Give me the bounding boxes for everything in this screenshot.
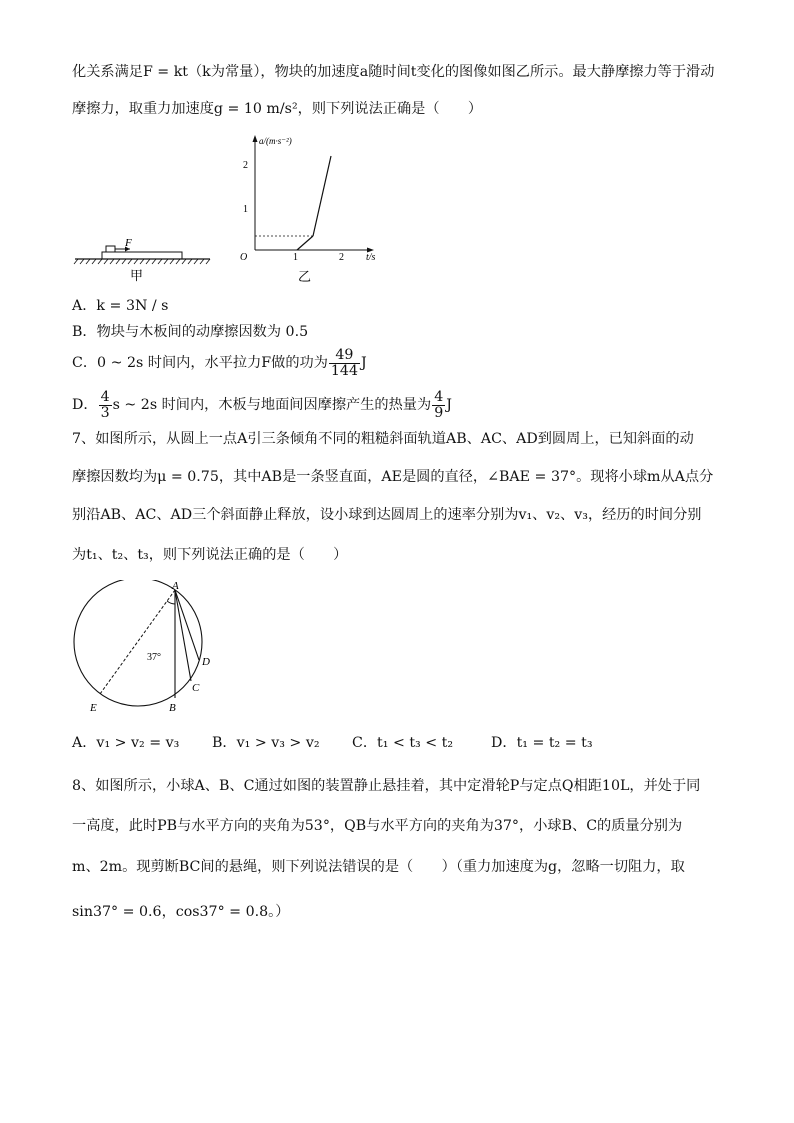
q8-stem-line-4: sin37° = 0.6，cos37° = 0.8。） <box>72 904 290 920</box>
point-e-label: E <box>90 702 97 714</box>
q6-option-b: B．物块与木板间的动摩擦因数为 0.5 <box>72 324 309 340</box>
circle <box>74 580 202 706</box>
q7-stem-line-4: 为t₁、t₂、t₃，则下列说法正确的是（ ） <box>72 547 348 563</box>
q7-option-a: A．v₁ > v₂ = v₃ <box>72 735 180 751</box>
diameter-ae <box>100 590 175 694</box>
y-tick-1: 1 <box>243 204 248 215</box>
q6-option-d-label: D． <box>72 397 98 413</box>
point-a-label: A <box>172 580 179 592</box>
q7-option-c: C．t₁ < t₃ < t₂ <box>352 735 454 751</box>
q7-option-d: D．t₁ = t₂ = t₃ <box>491 735 593 751</box>
q8-stem-line-1: 8、如图所示，小球A、B、C通过如图的装置静止悬挂着，其中定滑轮P与定点Q相距10L，并处于同 <box>72 778 701 794</box>
q6-figure-jia <box>70 235 220 285</box>
fraction-4-3 <box>99 390 112 421</box>
q6-figure-yi <box>230 130 390 290</box>
q6-stem-line-1: 化关系满足F = kt（k为常量），物块的加速度a随时间t变化的图像如图乙所示。最大静摩擦力等于滑动 <box>72 64 715 80</box>
fraction-numerator: 49 <box>329 348 360 364</box>
q6-stem-line-2: 摩擦力，取重力加速度g = 10 m/s²，则下列说法正确是（ ） <box>72 101 483 117</box>
fraction-numerator: 4 <box>434 388 444 405</box>
q7-stem-line-1: 7、如图所示，从圆上一点A引三条倾角不同的粗糙斜面轨道AB、AC、AD到圆周上，已知斜面的动 <box>72 431 694 447</box>
q7-option-b: B．v₁ > v₃ > v₂ <box>212 735 320 751</box>
block <box>106 246 115 252</box>
graph-segment-1 <box>297 236 313 250</box>
fraction-denominator: 3 <box>100 404 110 421</box>
fraction-denominator: 9 <box>434 404 444 421</box>
q6-option-d-text: s ~ 2s 时间内，木板与地面间因摩擦产生的热量为 <box>112 397 432 413</box>
figure-yi-caption: 乙 <box>298 269 312 284</box>
point-d-label: D <box>202 656 210 668</box>
q6-option-c-text: C．0 ~ 2s 时间内，水平拉力F做的功为 <box>72 355 328 371</box>
graph-segment-2 <box>313 156 331 236</box>
origin-label: O <box>240 252 248 263</box>
q7-circle-figure <box>70 580 230 720</box>
force-label: F <box>125 237 132 249</box>
q8-stem-line-3: m、2m。现剪断BC间的悬绳，则下列说法错误的是（ ）（重力加速度为g，忽略一切阻力，取 <box>72 859 685 875</box>
q8-stem-line-2: 一高度，此时PB与水平方向的夹角为53°，QB与水平方向的夹角为37°，小球B、C的质量分别为 <box>72 818 683 834</box>
q6-option-c <box>72 345 367 381</box>
q6-option-a: A．k = 3N / s <box>72 298 169 314</box>
fraction-numerator: 4 <box>100 388 110 405</box>
figure-jia-caption: 甲 <box>130 268 144 283</box>
unit-j: J <box>360 355 367 371</box>
x-tick-2: 2 <box>339 252 344 263</box>
angle-label: 37° <box>147 652 161 663</box>
x-axis-label: t/s <box>366 252 376 263</box>
point-b-label: B <box>169 702 176 714</box>
y-axis-label: a/(m·s⁻²) <box>259 136 292 146</box>
q7-stem-line-3: 别沿AB、AC、AD三个斜面静止释放，设小球到达圆周上的速率分别为v₁、v₂、v₃，经历的时间分别 <box>72 507 702 523</box>
y-tick-2: 2 <box>243 160 248 171</box>
x-tick-1: 1 <box>293 252 298 263</box>
point-c-label: C <box>192 682 200 694</box>
fraction-49-144 <box>329 348 360 379</box>
q6-option-d <box>72 387 452 423</box>
board <box>102 252 182 259</box>
angle-arc <box>167 601 175 604</box>
q7-stem-line-2: 摩擦因数均为μ = 0.75，其中AB是一条竖直面，AE是圆的直径，∠BAE = 37°。现将小球m从A点分 <box>72 469 714 485</box>
fraction-denominator: 144 <box>330 362 358 379</box>
fraction-4-9 <box>432 390 445 421</box>
unit-j: J <box>446 397 452 413</box>
